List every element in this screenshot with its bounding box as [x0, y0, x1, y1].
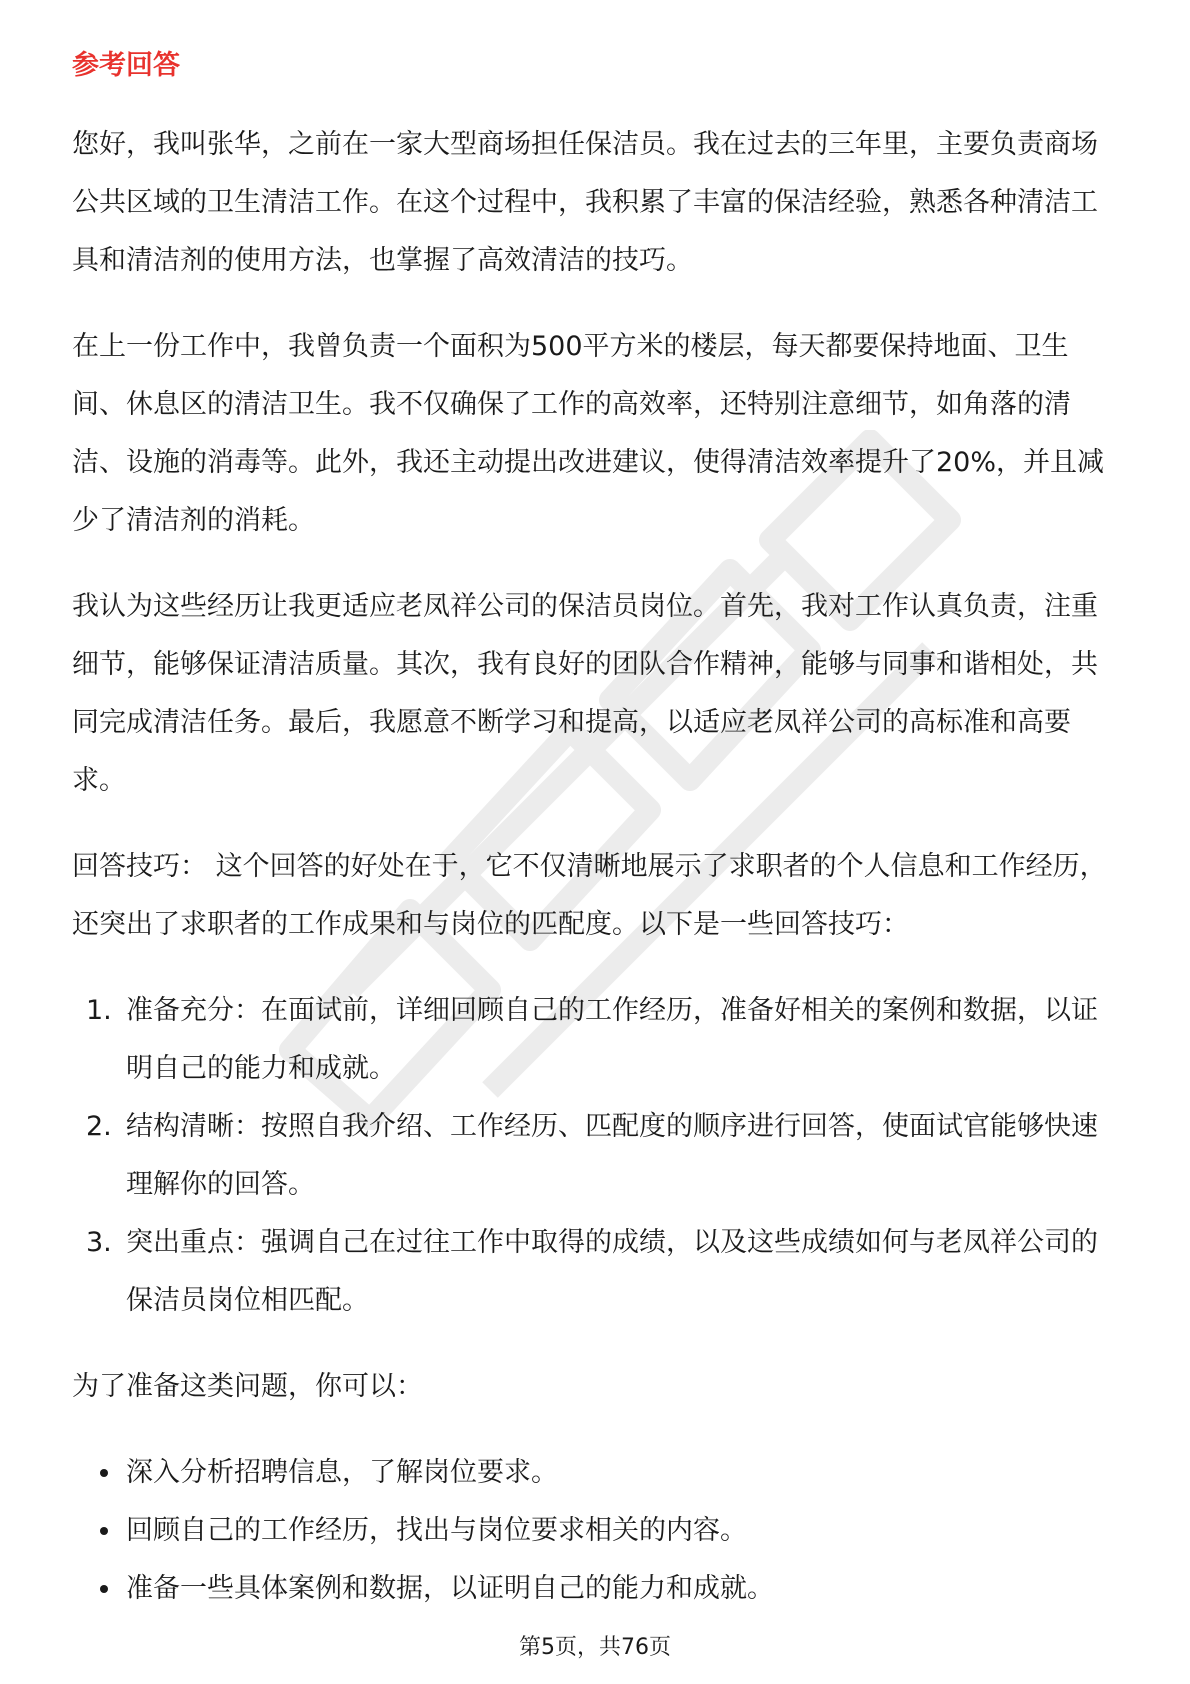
prep-list — [72, 1444, 1122, 1618]
list-item — [72, 1098, 1122, 1214]
answer-paragraph-2: 在上一份工作中，我曾负责一个面积为500平方米的楼层，每天都要保持地面、卫生间、休息区的清洁卫生。我不仅确保了工作的高效率，还特别注意细节，如角落的清洁、设施的消毒等。此外，我还主动提出改进建议，使得清洁效率提升了20%，并且减少了清洁剂的消耗。 — [72, 331, 1105, 536]
tips-list — [72, 982, 1122, 1330]
list-item — [72, 982, 1122, 1098]
list-item-text: 准备一些具体案例和数据，以证明自己的能力和成就。 — [126, 1573, 774, 1604]
list-item-text: 准备充分：在面试前，详细回顾自己的工作经历，准备好相关的案例和数据，以证明自己的能力和成就。 — [126, 995, 1098, 1084]
list-number: 2. — [86, 1111, 112, 1142]
section-heading: 参考回答 — [72, 50, 180, 81]
list-item-text: 深入分析招聘信息，了解岗位要求。 — [126, 1457, 558, 1488]
list-number: 1. — [86, 995, 112, 1026]
bullet-icon — [100, 1469, 108, 1477]
list-item-text: 结构清晰：按照自我介绍、工作经历、匹配度的顺序进行回答，使面试官能够快速理解你的回答。 — [126, 1111, 1098, 1200]
list-item-text: 回顾自己的工作经历，找出与岗位要求相关的内容。 — [126, 1515, 747, 1546]
prep-intro: 为了准备这类问题，你可以： — [72, 1371, 423, 1402]
answer-paragraph-1: 您好，我叫张华，之前在一家大型商场担任保洁员。我在过去的三年里，主要负责商场公共区域的卫生清洁工作。在这个过程中，我积累了丰富的保洁经验，熟悉各种清洁工具和清洁剂的使用方法，也掌握了高效清洁的技巧。 — [72, 129, 1098, 276]
list-item — [72, 1560, 1122, 1618]
list-item — [72, 1214, 1122, 1330]
list-item-text: 突出重点：强调自己在过往工作中取得的成绩，以及这些成绩如何与老凤祥公司的保洁员岗位相匹配。 — [126, 1227, 1098, 1316]
document-page — [72, 46, 1122, 1618]
tips-intro-paragraph: 回答技巧： 这个回答的好处在于，它不仅清晰地展示了求职者的个人信息和工作经历，还突出了求职者的工作成果和与岗位的匹配度。以下是一些回答技巧： — [72, 851, 1107, 940]
list-item — [72, 1502, 1122, 1560]
list-item — [72, 1444, 1122, 1502]
bullet-icon — [100, 1585, 108, 1593]
bullet-icon — [100, 1527, 108, 1535]
answer-paragraph-3: 我认为这些经历让我更适应老凤祥公司的保洁员岗位。首先，我对工作认真负责，注重细节，能够保证清洁质量。其次，我有良好的团队合作精神，能够与同事和谐相处，共同完成清洁任务。最后，我愿意不断学习和提高，以适应老凤祥公司的高标准和高要求。 — [72, 591, 1098, 796]
list-number: 3. — [86, 1227, 112, 1258]
page-number: 第5页，共76页 — [519, 1635, 671, 1660]
